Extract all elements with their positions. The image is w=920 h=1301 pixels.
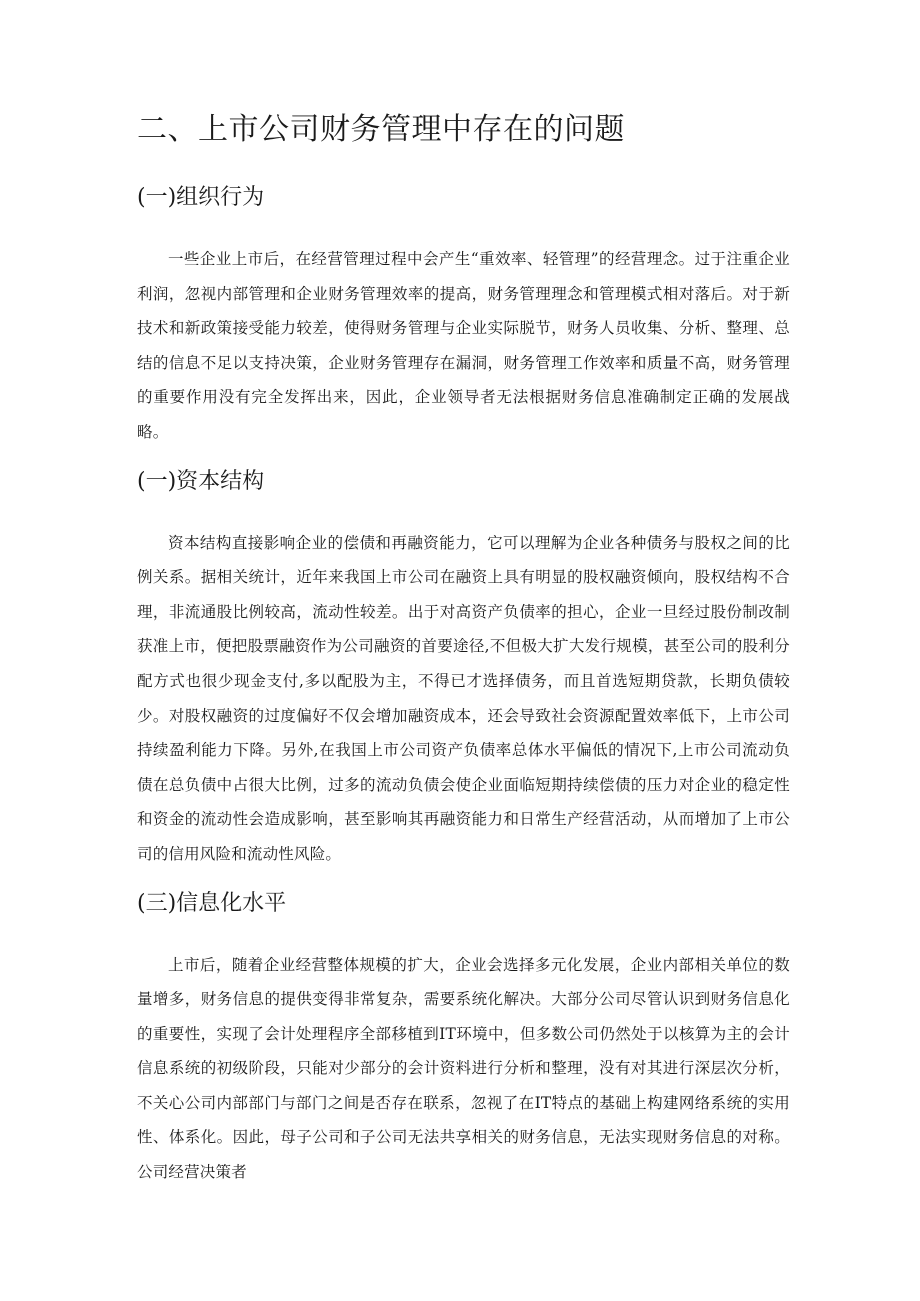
section-heading-capital-structure: (一)资本结构 [137, 468, 265, 494]
page-title: 二、上市公司财务管理中存在的问题 [137, 112, 625, 147]
section-heading-informatization-level: (三)信息化水平 [137, 890, 287, 916]
document-page [137, 108, 790, 1206]
section-paragraph-informatization-level: 上市后，随着企业经营整体规模的扩大，企业会选择多元化发展，企业内部相关单位的数量增多，财务信息的提供变得非常复杂，需要系统化解决。大部分公司尽管认识到财务信息化的重要性，实现了会计处理程序全部移植到IT环境中，但多数公司仍然处于以核算为主的会计信息系统的初级阶段，只能对少部分的会计资料进行分析和整理，没有对其进行深层次分析，不关心公司内部部门与部门之间是否存在联系，忽视了在IT特点的基础上构建网络系统的实用性、体系化。因此，母子公司和子公司无法共享相关的财务信息，无法实现财务信息的对称。公司经营决策者 [137, 955, 790, 1182]
section-heading-organizational-behavior: (一)组织行为 [137, 185, 265, 210]
section-paragraph-capital-structure: 资本结构直接影响企业的偿债和再融资能力，它可以理解为企业各种债务与股权之间的比例关系。据相关统计，近年来我国上市公司在融资上具有明显的股权融资倾向，股权结构不合理，非流通股比例较高，流动性较差。出于对高资产负债率的担心，企业一旦经过股份制改制获准上市，便把股票融资作为公司融资的首要途径,不但极大扩大发行规模，甚至公司的股利分配方式也很少现金支付,多以配股为主，不得已才选择债务，而且首选短期贷款，长期负债较少。对股权融资的过度偏好不仅会增加融资成本，还会导致社会资源配置效率低下，上市公司持续盈利能力下降。另外,在我国上市公司资产负债率总体水平偏低的情况下,上市公司流动负债在总负债中占很大比例，过多的流动负债会使企业面临短期持续偿债的压力对企业的稳定性和资金的流动性会造成影响，甚至影响其再融资能力和日常生产经营活动，从而增加了上市公司的信用风险和流动性风险。 [137, 533, 790, 863]
section-paragraph-organizational-behavior: 一些企业上市后，在经营管理过程中会产生“重效率、轻管理”的经营理念。过于注重企业利润，忽视内部管理和企业财务管理效率的提高，财务管理理念和管理模式相对落后。对于新技术和新政策接受能力较差，使得财务管理与企业实际脱节，财务人员收集、分析、整理、总结的信息不足以支持决策，企业财务管理存在漏洞，财务管理工作效率和质量不高，财务管理的重要作用没有完全发挥出来，因此，企业领导者无法根据财务信息准确制定正确的发展战略。 [137, 250, 790, 441]
